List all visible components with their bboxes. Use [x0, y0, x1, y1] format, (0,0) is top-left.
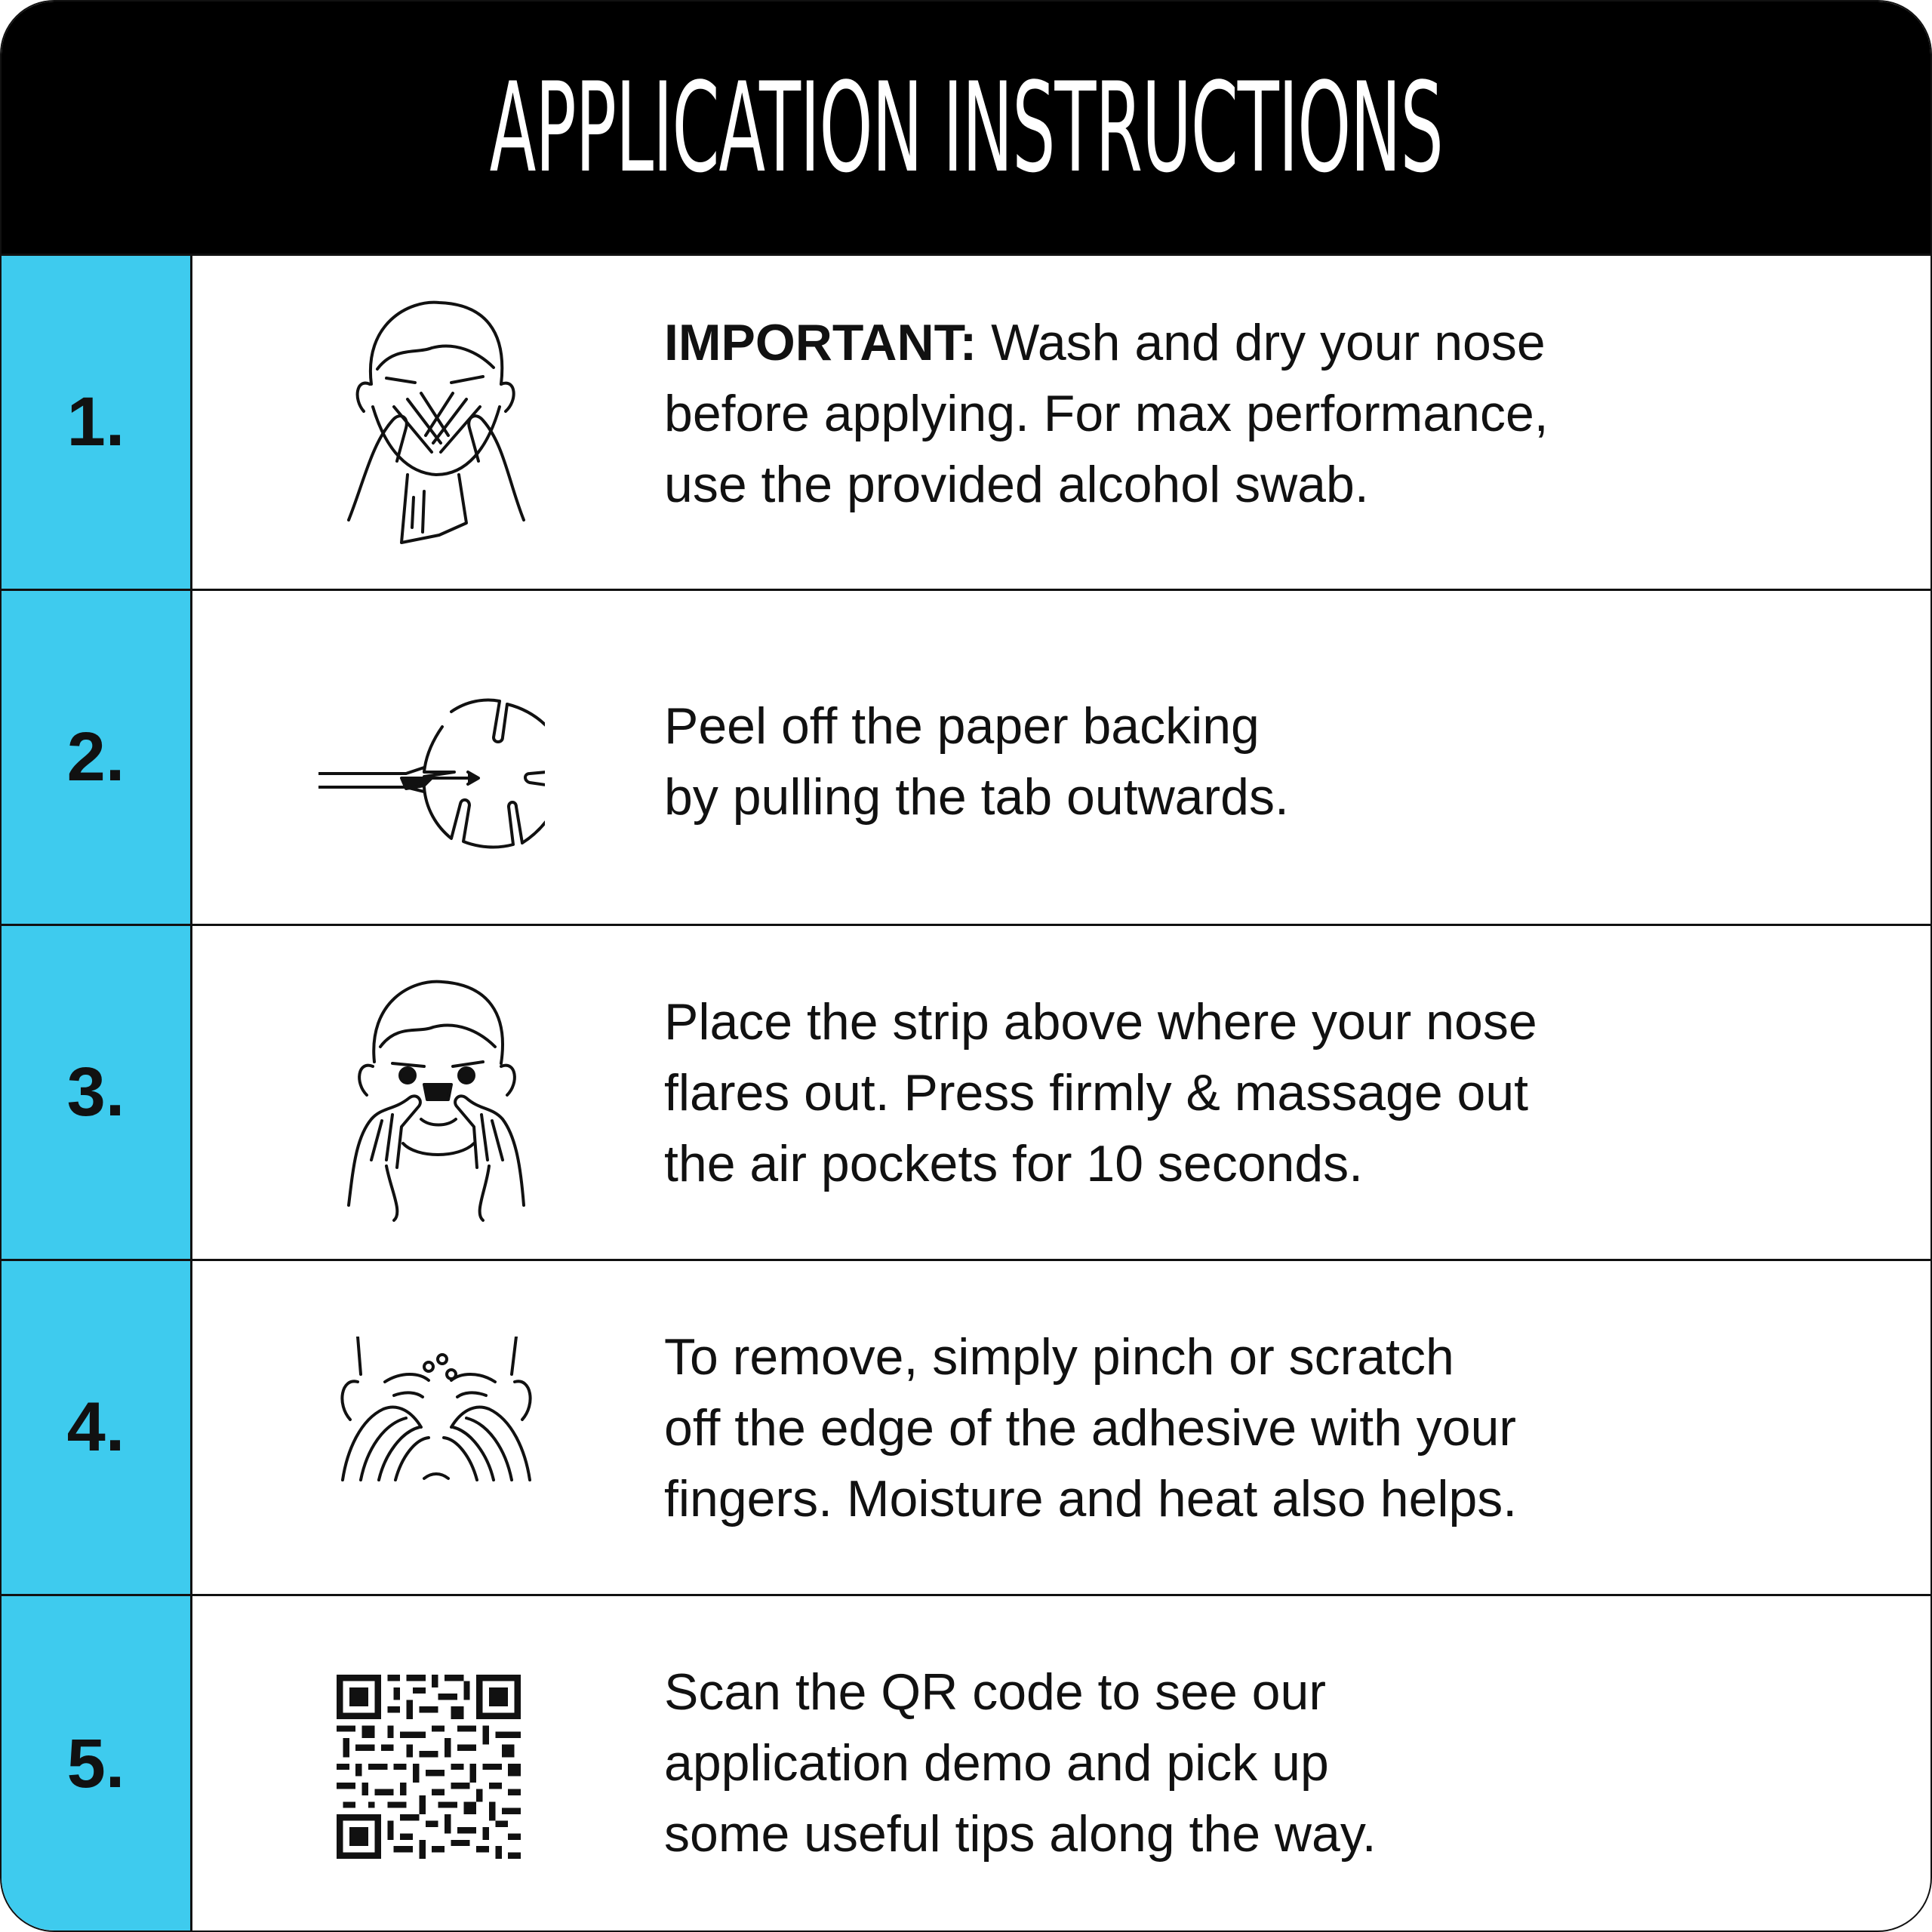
- step-number: 2.: [66, 718, 125, 795]
- face-washing-icon: [318, 294, 545, 550]
- page-title: APPLICATION INSTRUCTIONS: [489, 55, 1443, 200]
- step-text: IMPORTANT: Wash and dry your nose before applying. For max performance, use the provided alcohol swab.: [664, 314, 1549, 513]
- step-number: 5.: [66, 1725, 125, 1802]
- face-removing-strip-icon: [331, 1337, 557, 1593]
- step-text: To remove, simply pinch or scratch off the edge of the adhesive with your fingers. Moisture and heat also helps.: [664, 1328, 1518, 1527]
- step-row-5: [2, 1594, 1930, 1932]
- step-row-4: [2, 1259, 1930, 1594]
- step-number: 1.: [66, 383, 125, 460]
- step-text: Peel off the paper backing by pulling the tab outwards.: [664, 697, 1289, 826]
- step-row-1: [2, 254, 1930, 589]
- face-applying-strip-icon: [318, 971, 545, 1228]
- step-row-2: [2, 589, 1930, 924]
- header-bar: [2, 2, 1930, 254]
- important-label: IMPORTANT:: [664, 314, 977, 371]
- step-text: Place the strip above where your nose flares out. Press firmly & massage out the air pockets for 10 seconds.: [664, 993, 1537, 1192]
- step-row-3: [2, 924, 1930, 1259]
- step-number: 3.: [66, 1054, 125, 1131]
- step-text: Scan the QR code to see our application demo and pick up some useful tips along the way.: [664, 1663, 1377, 1863]
- qr-code-icon[interactable]: [337, 1675, 521, 1859]
- step-number: 4.: [66, 1389, 125, 1466]
- peel-backing-strip-icon: [318, 629, 545, 885]
